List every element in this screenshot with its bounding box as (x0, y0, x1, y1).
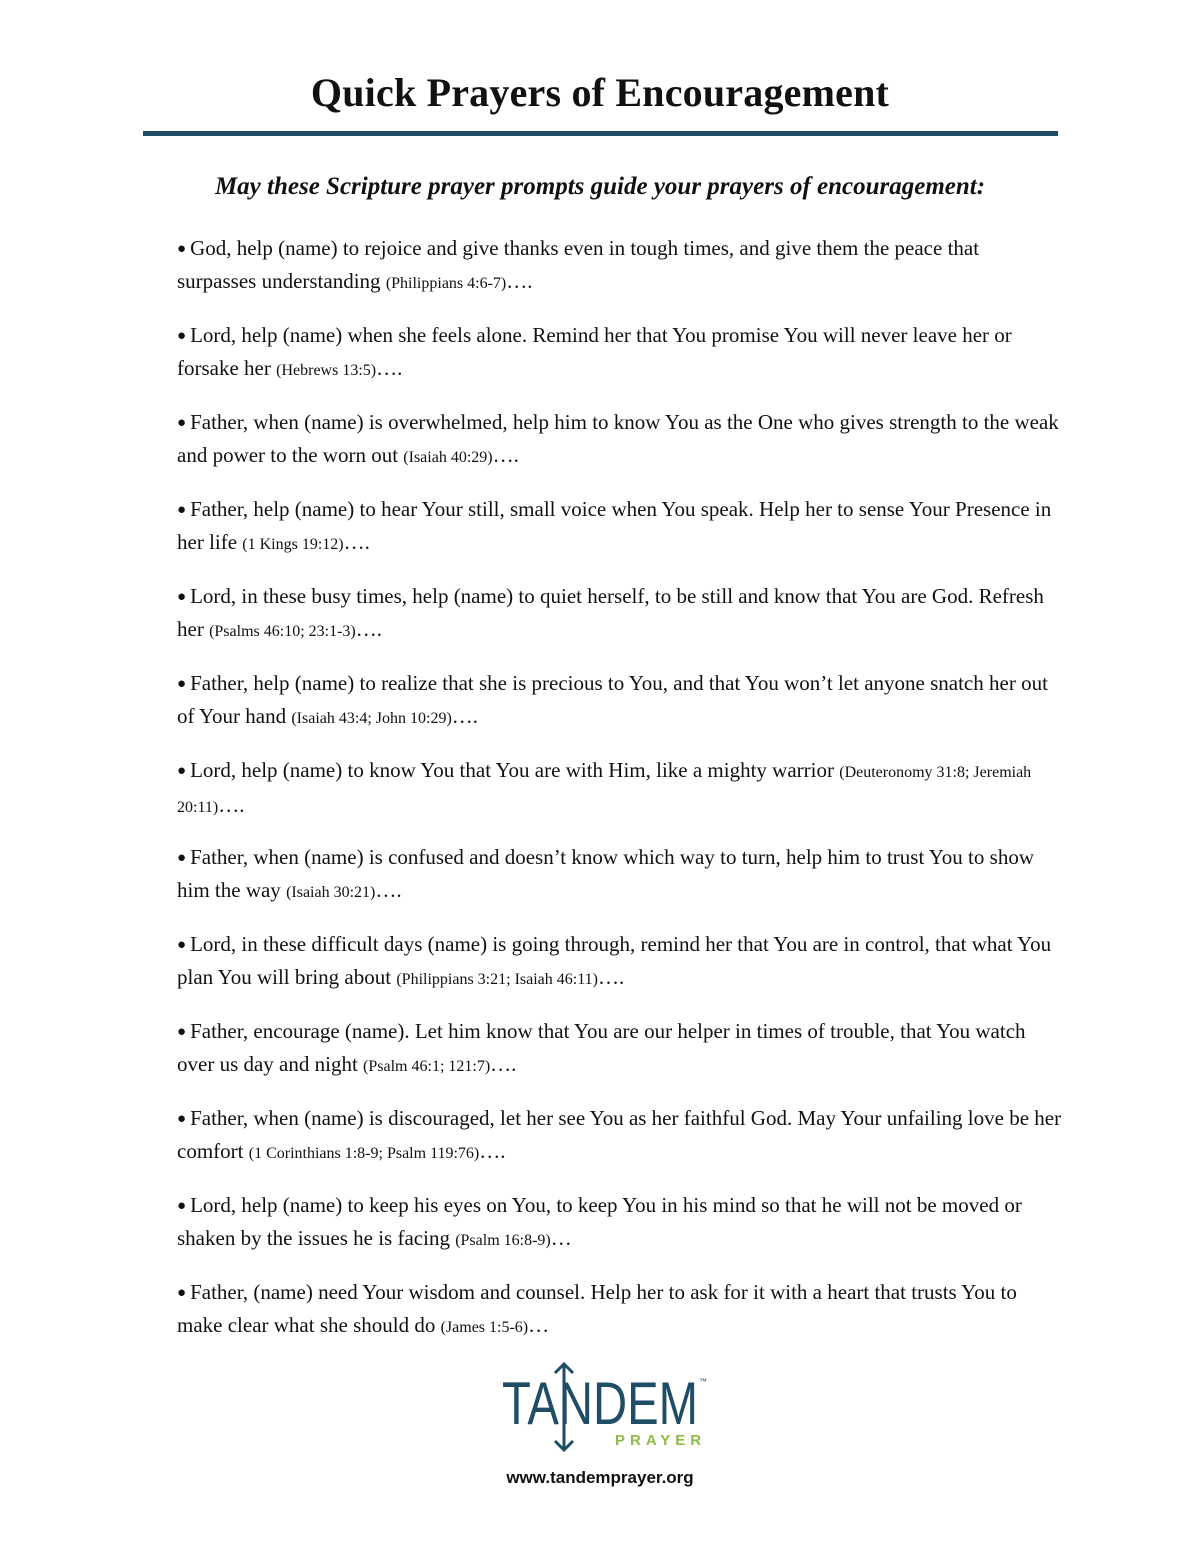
prayer-item (177, 493, 1063, 557)
logo-subword: PRAYER (615, 1432, 707, 1449)
prayer-text: Lord, in these difficult days (name) is going through, remind her that You are in control, that what You plan You will bring about (177, 932, 1052, 989)
prayer-item (177, 928, 1063, 992)
prayer-text: Father, (name) need Your wisdom and counsel. Help her to ask for it with a heart that trusts You to make clear what she should do (177, 1280, 1017, 1337)
prayer-item (177, 1015, 1063, 1079)
prayer-item (177, 754, 1063, 818)
prayer-ending: … (550, 1226, 572, 1250)
scripture-reference: (Hebrews 13:5) (276, 362, 377, 379)
scripture-reference: (Psalm 46:1; 121:7) (363, 1058, 491, 1075)
scripture-reference: (Isaiah 40:29) (403, 449, 493, 466)
page-subtitle: May these Scripture prayer prompts guide your prayers of encouragement: (214, 173, 986, 200)
scripture-reference: (Isaiah 43:4; John 10:29) (291, 710, 452, 727)
prayer-ending: …. (355, 617, 382, 641)
scripture-reference: (1 Corinthians 1:8-9; Psalm 119:76) (248, 1145, 480, 1162)
prayer-text: Lord, help (name) to keep his eyes on You, to keep You in his mind so that he will not be moved or shaken by the issues he is facing (177, 1193, 1022, 1250)
scripture-reference: (Psalm 16:8-9) (455, 1232, 551, 1249)
prayer-ending: …. (597, 965, 625, 989)
prayer-text: Father, encourage (name). Let him know that You are our helper in times of trouble, that You watch over us day and night (177, 1019, 1026, 1076)
bullet-icon: ● (177, 1285, 187, 1301)
prayer-item (177, 319, 1063, 383)
bullet-icon: ● (177, 415, 187, 431)
prayer-ending: …. (479, 1139, 506, 1163)
prayer-item (177, 580, 1063, 644)
bullet-icon: ● (177, 589, 187, 605)
prayer-text: Lord, in these busy times, help (name) to quiet herself, to be still and know that You are God. Refresh her (177, 584, 1044, 641)
bullet-icon: ● (177, 676, 187, 692)
prayer-ending: …. (490, 1052, 517, 1076)
bullet-icon: ● (177, 1024, 187, 1040)
prayer-ending: …. (343, 530, 370, 554)
prayer-ending: …. (451, 704, 479, 728)
bullet-icon: ● (177, 328, 187, 344)
logo-tm: ™ (699, 1377, 707, 1386)
bullet-icon: ● (177, 1111, 187, 1127)
prayer-ending: …. (492, 443, 519, 467)
scripture-reference: (Isaiah 30:21) (286, 884, 376, 901)
page-title: Quick Prayers of Encouragement (310, 70, 890, 115)
prayer-text: God, help (name) to rejoice and give thanks even in tough times, and give them the peace that surpasses understanding (177, 236, 980, 293)
prayer-text: Lord, help (name) when she feels alone. Remind her that You promise You will never leave her or forsake her (177, 323, 1012, 380)
prayer-item (177, 406, 1063, 470)
title-divider (143, 131, 1058, 136)
bullet-icon: ● (177, 1198, 187, 1214)
logo-word: TANDEM (502, 1370, 698, 1437)
bullet-icon: ● (177, 763, 187, 779)
bullet-icon: ● (177, 850, 187, 866)
prayer-text: Father, when (name) is discouraged, let her see You as her faithful God. May Your unfailing love be her comfort (177, 1106, 1062, 1163)
prayer-ending: …. (376, 356, 403, 380)
prayer-text: Father, help (name) to hear Your still, small voice when You speak. Help her to sense Your Presence in her life (177, 497, 1052, 554)
bullet-icon: ● (177, 502, 187, 518)
prayer-text: Father, when (name) is confused and doesn’t know which way to turn, help him to trust You to show him the way (177, 845, 1034, 902)
prayer-item (177, 1102, 1063, 1166)
prayer-item (177, 667, 1063, 731)
website-link[interactable]: www.tandemprayer.org (506, 1468, 694, 1487)
scripture-reference: (Deuteronomy 31:8; Jeremiah 20:11) (177, 764, 1032, 816)
prayer-list (177, 232, 1063, 1363)
scripture-reference: (Philippians 4:6-7) (385, 275, 507, 292)
bullet-icon: ● (177, 937, 187, 953)
prayer-item (177, 841, 1063, 905)
prayer-item (177, 232, 1063, 296)
scripture-reference: (1 Kings 19:12) (242, 536, 344, 553)
bullet-icon: ● (177, 241, 187, 257)
prayer-ending: …. (375, 878, 402, 902)
scripture-reference: (Psalms 46:10; 23:1-3) (209, 623, 356, 640)
prayer-text: Father, when (name) is overwhelmed, help him to know You as the One who gives strength to the weak and power to the worn out (177, 410, 1059, 467)
scripture-reference: (James 1:5-6) (440, 1319, 529, 1336)
prayer-item (177, 1276, 1063, 1340)
prayer-text: Lord, help (name) to know You that You are with Him, like a mighty warrior (190, 758, 840, 782)
prayer-ending: … (528, 1313, 550, 1337)
tandem-prayer-logo (500, 1362, 710, 1452)
prayer-ending: …. (218, 793, 245, 817)
prayer-text: Father, help (name) to realize that she is precious to You, and that You won’t let anyone snatch her out of Your hand (177, 671, 1048, 728)
prayer-item (177, 1189, 1063, 1253)
prayer-ending: …. (506, 269, 533, 293)
scripture-reference: (Philippians 3:21; Isaiah 46:11) (396, 971, 598, 988)
